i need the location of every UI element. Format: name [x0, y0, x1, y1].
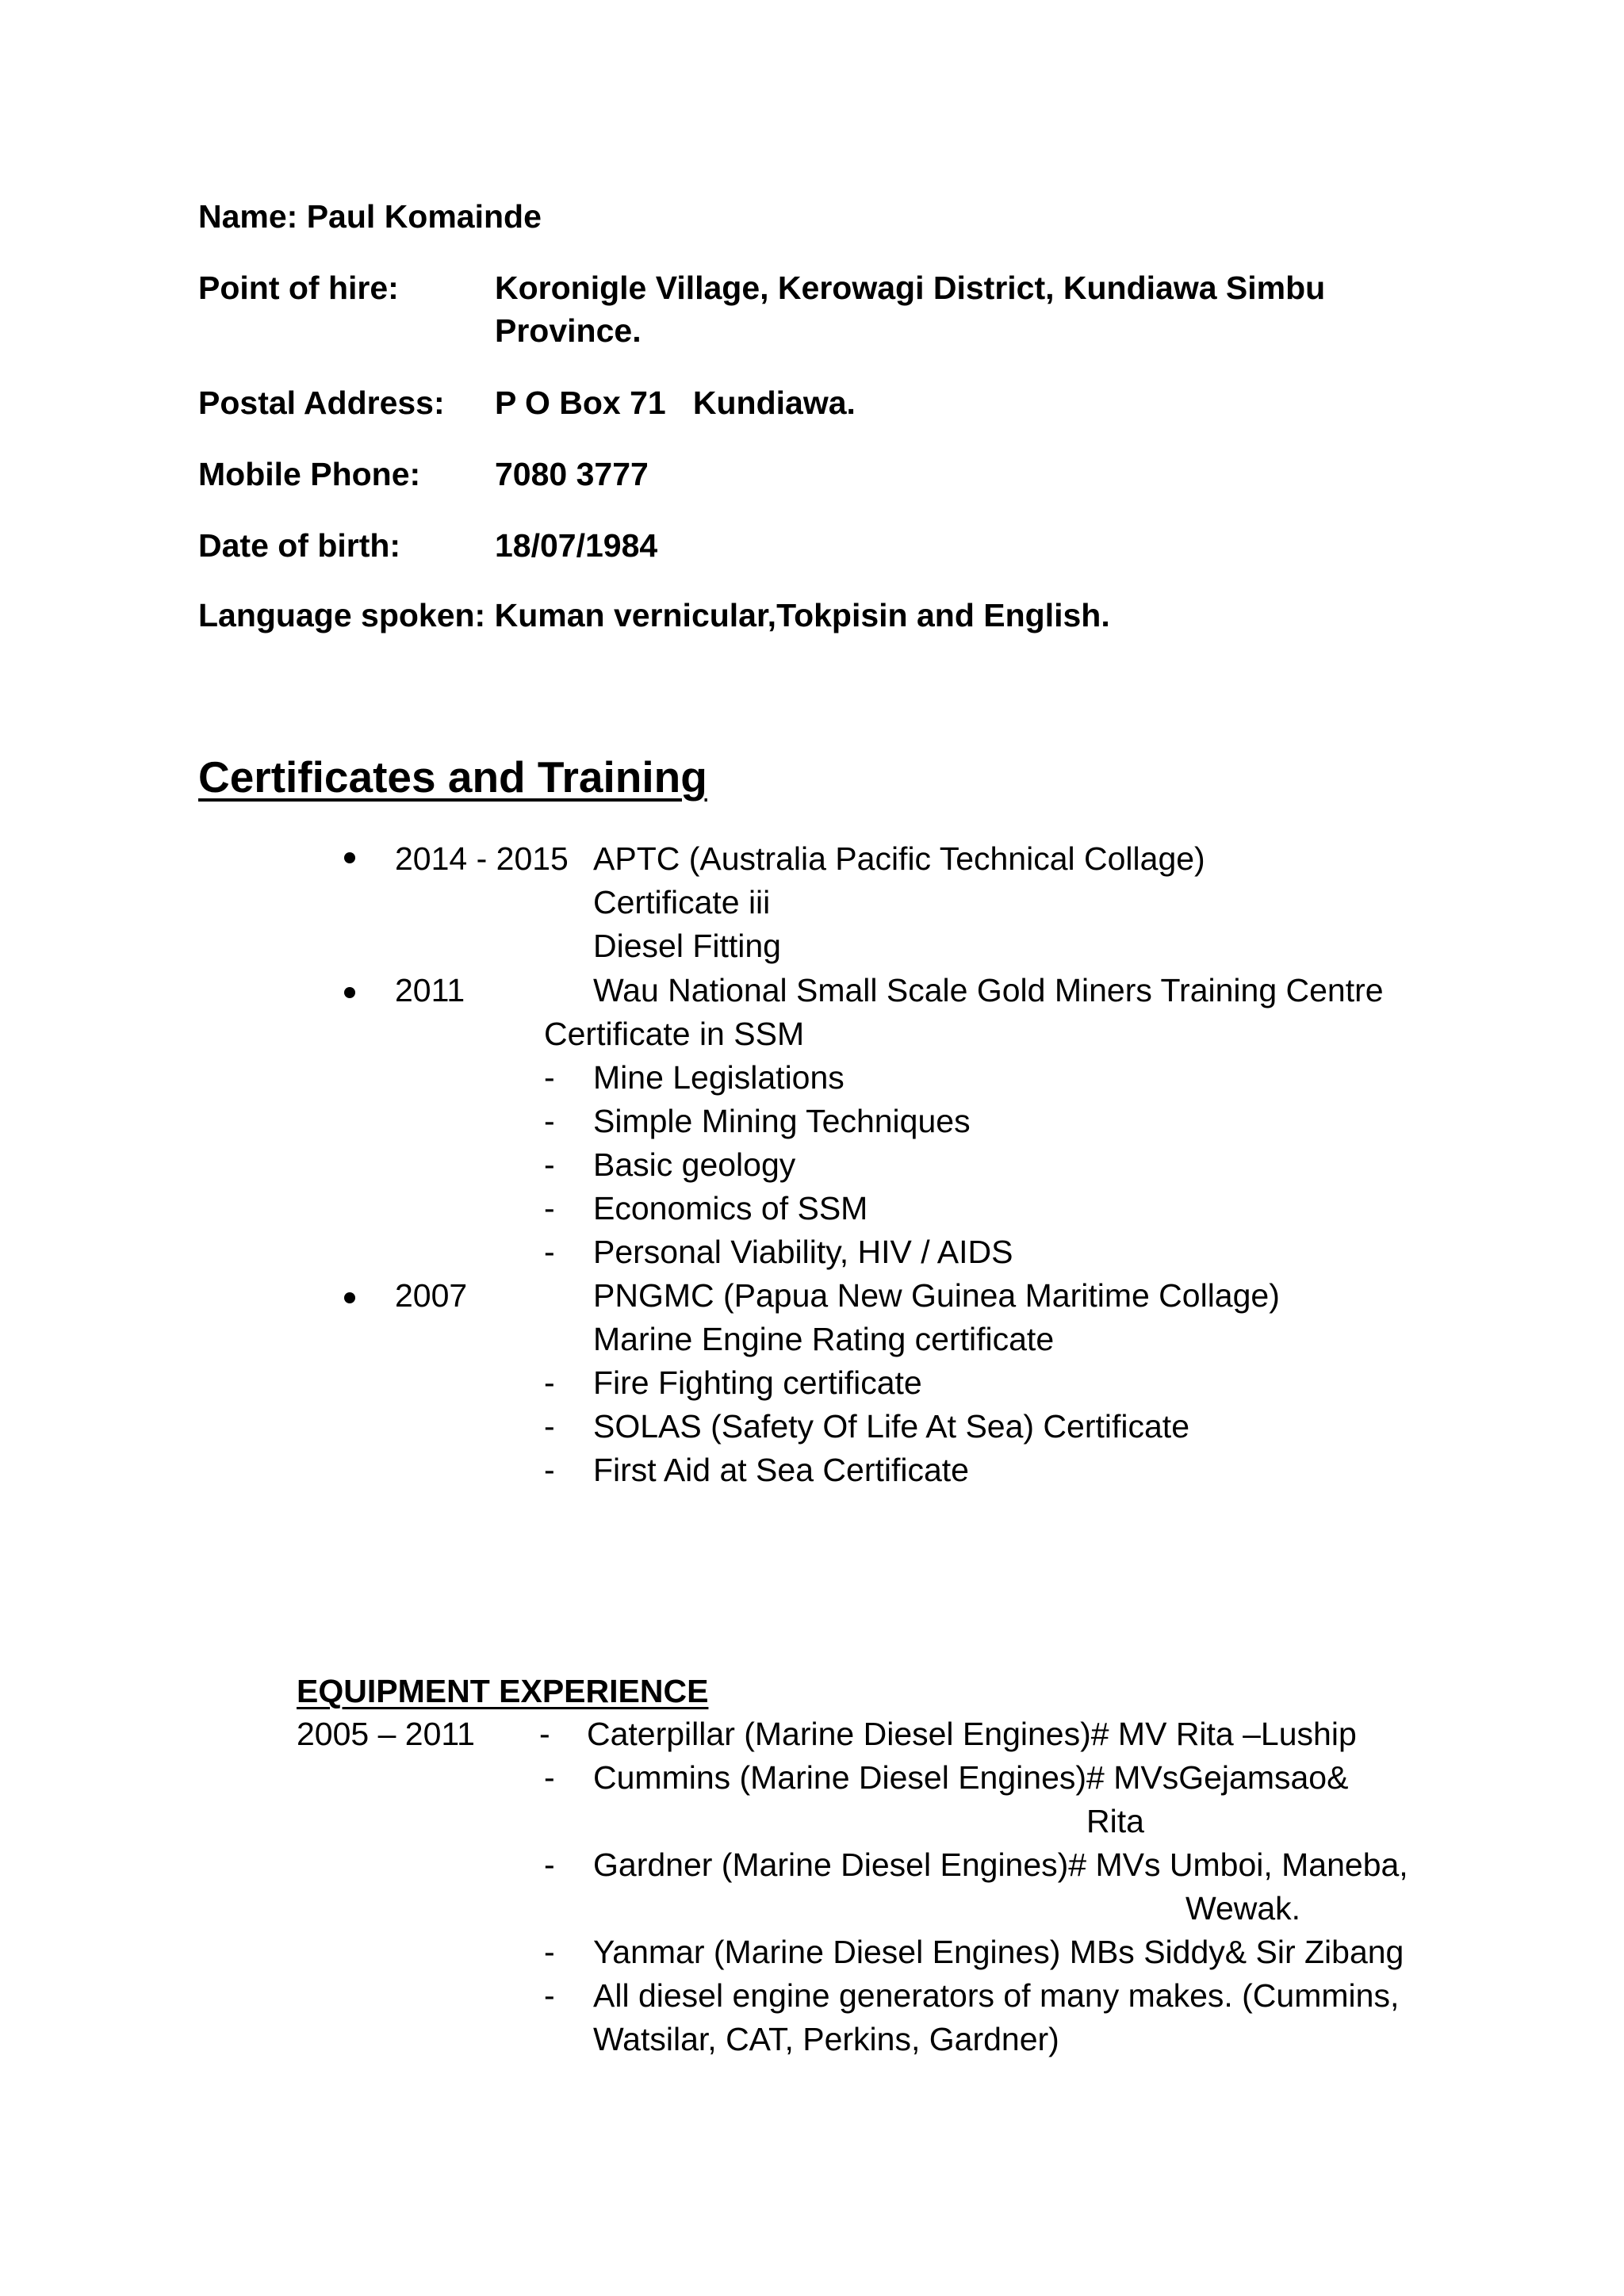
equipment-item-continuation: Watsilar, CAT, Perkins, Gardner) — [593, 2021, 1059, 2057]
hire-label: Point of hire: — [198, 270, 399, 306]
hire-value-line2: Province. — [495, 312, 642, 349]
cert-title: Wau National Small Scale Gold Miners Training Centre — [593, 972, 1384, 1008]
cert-subtitle: Certificate in SSM — [544, 1016, 805, 1052]
cert-year-2: 2011 — [395, 972, 465, 1008]
dash: - — [544, 1364, 555, 1401]
certificates-heading: Certificates and Training — [198, 752, 707, 802]
dash: - — [544, 1934, 555, 1970]
cert-year-3: 2007 — [395, 1277, 468, 1314]
equipment-item: All diesel engine generators of many makes. (Cummins, — [593, 1977, 1400, 2014]
dash: - — [544, 1977, 555, 2014]
dash: - — [544, 1146, 555, 1183]
equipment-period: 2005 – 2011 — [297, 1716, 475, 1752]
cert-subtitle: Marine Engine Rating certificate — [593, 1321, 1055, 1357]
dob-label: Date of birth: — [198, 527, 401, 564]
dob-value: 18/07/1984 — [495, 527, 658, 564]
cert-item: First Aid at Sea Certificate — [593, 1452, 969, 1488]
bullet-icon — [344, 987, 355, 998]
dash: - — [544, 1759, 555, 1796]
name-line: Name: Paul Komainde — [198, 198, 542, 235]
cert-line: Diesel Fitting — [593, 928, 781, 964]
postal-value: P O Box 71 Kundiawa. — [495, 385, 856, 421]
equipment-item-continuation: Wewak. — [1185, 1890, 1301, 1927]
dash: - — [544, 1452, 555, 1488]
equipment-item: Gardner (Marine Diesel Engines)# MVs Umboi, Maneba, — [593, 1846, 1408, 1883]
equipment-item: Cummins (Marine Diesel Engines)# MVsGejamsao& — [593, 1759, 1349, 1796]
postal-label: Postal Address: — [198, 385, 445, 421]
cert-item: Basic geology — [593, 1146, 796, 1183]
equipment-item: Caterpillar (Marine Diesel Engines)# MV Rita –Luship — [587, 1716, 1357, 1752]
equipment-item: Yanmar (Marine Diesel Engines) MBs Siddy& Sir Zibang — [593, 1934, 1404, 1970]
dash: - — [544, 1059, 555, 1096]
bullet-icon — [344, 1292, 355, 1303]
bullet-icon — [344, 852, 355, 863]
dash: - — [544, 1234, 555, 1270]
cert-item: Simple Mining Techniques — [593, 1103, 971, 1139]
language-line: Language spoken: Kuman vernicular,Tokpisin and English. — [198, 597, 1110, 633]
cert-line: APTC (Australia Pacific Technical Collage) — [593, 840, 1205, 877]
cert-item: Fire Fighting certificate — [593, 1364, 922, 1401]
cert-item: Economics of SSM — [593, 1190, 868, 1226]
dash: - — [539, 1716, 550, 1752]
equipment-item-continuation: Rita — [1086, 1803, 1144, 1839]
cert-year-1: 2014 - 2015 — [395, 840, 569, 877]
equipment-heading: EQUIPMENT EXPERIENCE — [297, 1673, 709, 1709]
dash: - — [544, 1103, 555, 1139]
cert-line: Certificate iii — [593, 884, 771, 920]
mobile-label: Mobile Phone: — [198, 456, 421, 492]
dash: - — [544, 1846, 555, 1883]
cert-item: Mine Legislations — [593, 1059, 845, 1096]
cert-item: SOLAS (Safety Of Life At Sea) Certificate — [593, 1408, 1189, 1445]
dash: - — [544, 1408, 555, 1445]
cert-item: Personal Viability, HIV / AIDS — [593, 1234, 1013, 1270]
dash: - — [544, 1190, 555, 1226]
mobile-value: 7080 3777 — [495, 456, 649, 492]
cert-title: PNGMC (Papua New Guinea Maritime Collage) — [593, 1277, 1280, 1314]
hire-value-line1: Koronigle Village, Kerowagi District, Kundiawa Simbu — [495, 270, 1326, 306]
